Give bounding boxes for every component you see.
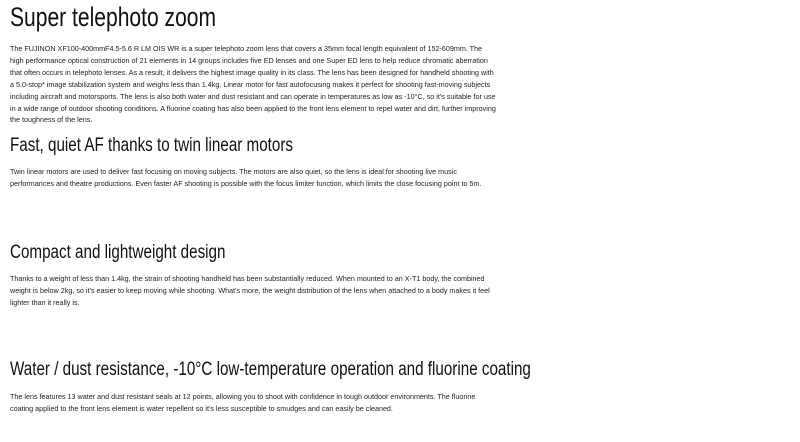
section-heading-water-resistance: Water / dust resistance, -10°C low-temperature operation and fluorine coating [10,359,531,380]
section-paragraph-water-resistance: The lens features 13 water and dust resistant seals at 12 points, allowing you to shoot with confidence in tough outdoor environments. The fluorine coating applied to the front lens element is water repellent so it's less susceptible to smudges and can easily be cleaned. [10,392,476,413]
section-paragraph-af: Twin linear motors are used to deliver fast focusing on moving subjects. The motors are also quiet, so the lens is ideal for shooting live music performances and theatre productions. Even faster AF shooting is possible with the focus limiter function, which limits the close focusing point to 5m. [10,167,482,188]
section-heading-compact: Compact and lightweight design [10,242,226,263]
section-paragraph-compact: Thanks to a weight of less than 1.4kg, the strain of shooting handheld has been substantially reduced. When mounted to an X-T1 body, the combined weight is below 2kg, so it's easier to keep moving while shooting. What's more, the weight distribution of the lens when attached to a body makes it feel lighter than it really is. [10,274,490,307]
intro-paragraph: The FUJINON XF100-400mmF4.5-5.6 R LM OIS WR is a super telephoto zoom lens that covers a 35mm focal length equivalent of 152-609mm. The high performance optical construction of 21 elements in 14 groups includes five ED lenses and one Super ED lens to help reduce chromatic aberration that often occurs in telephoto lenses. As a result, it delivers the highest image quality in its class. The lens has been designed for handheld shooting with a 5.0-stop* image stabilization system and weighs less than 1.4kg. Linear motor for fast autofocusing makes it perfect for shooting fast-moving subjects including aircraft and motorsports. The lens is also both water and dust resistant and can operate in temperatures as low as -10°C, so it's suitable for use in a wide range of outdoor shooting conditions. A fluorine coating has also been applied to the front lens element to repel water and dirt, further improving the toughness of the lens. [10,44,496,125]
section-heading-af: Fast, quiet AF thanks to twin linear motors [10,135,294,156]
page-title: Super telephoto zoom [10,2,217,32]
